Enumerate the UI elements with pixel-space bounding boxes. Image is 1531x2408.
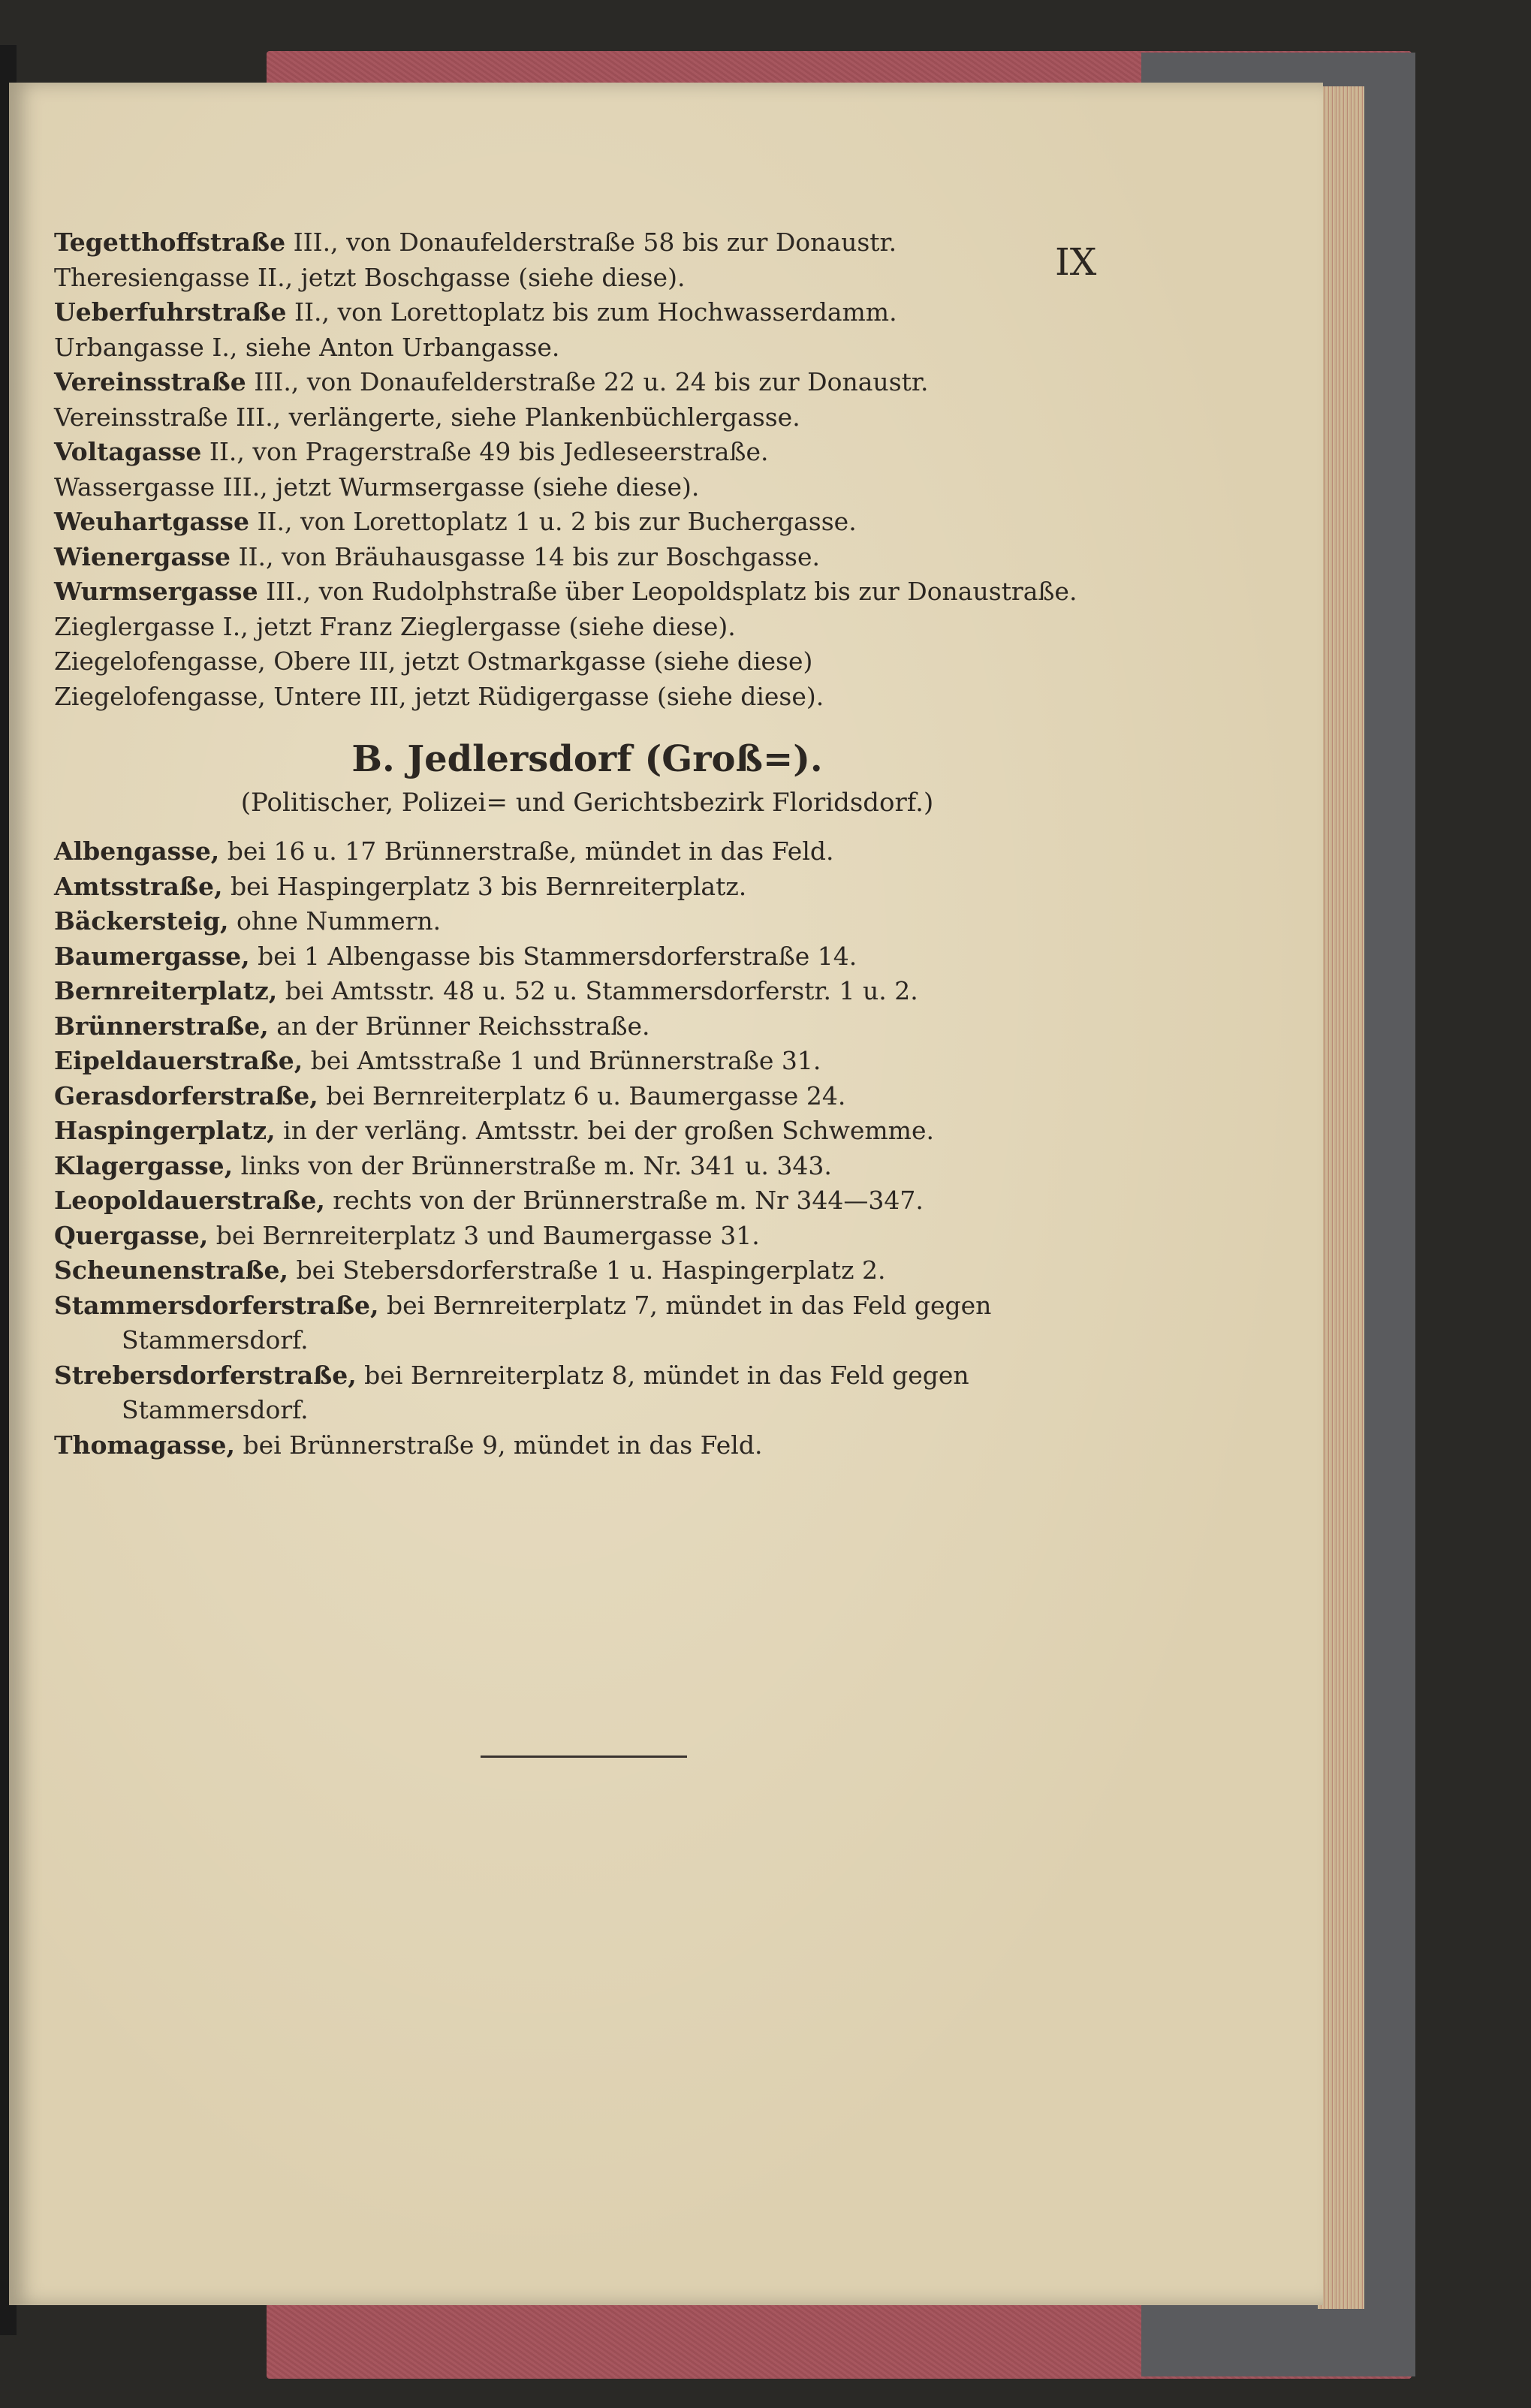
street-description: Urbangasse I., siehe Anton Urbangasse.	[54, 332, 560, 362]
street-description: bei Bernreiterplatz 7, mündet in das Feld gegen Stammersdorf.	[122, 1290, 992, 1355]
street-name: Stammersdorferstraße,	[54, 1290, 379, 1320]
street-name: Wienergasse	[54, 541, 231, 571]
street-name: Scheunenstraße,	[54, 1255, 289, 1285]
street-description: Ziegelofengasse, Untere III, jetzt Rüdigergasse (siehe diese).	[54, 681, 824, 711]
street-entry	[54, 574, 1120, 610]
street-description: rechts von der Brünnerstraße m. Nr 344—347.	[324, 1186, 924, 1215]
street-entry	[54, 400, 1120, 435]
street-description: III., von Donaufelderstraße 22 u. 24 bis zur Donaustr.	[246, 367, 929, 396]
street-description: bei Amtsstr. 48 u. 52 u. Stammersdorferstr. 1 u. 2.	[277, 976, 918, 1005]
closing-rule	[481, 1756, 687, 1758]
street-index	[54, 225, 1120, 1463]
street-description: bei Bernreiterplatz 8, mündet in das Feld gegen Stammersdorf.	[122, 1360, 969, 1424]
street-name: Brünnerstraße,	[54, 1011, 269, 1041]
street-entry	[54, 365, 1120, 400]
page-number: IX	[1055, 240, 1097, 284]
street-name: Tegetthoffstraße	[54, 228, 286, 257]
street-name: Wurmsergasse	[54, 577, 258, 606]
street-description: bei Brünnerstraße 9, mündet in das Feld.	[234, 1430, 763, 1460]
street-description: II., von Bräuhausgasse 14 bis zur Boschgasse.	[231, 541, 821, 571]
street-entry	[54, 680, 1120, 715]
street-description: II., von Lorettoplatz bis zum Hochwasserdamm.	[286, 297, 897, 327]
street-description: ohne Nummern.	[228, 906, 442, 936]
street-description: bei Amtsstraße 1 und Brünnerstraße 31.	[303, 1046, 821, 1075]
street-entry	[54, 974, 1120, 1009]
street-entry	[54, 1358, 1120, 1428]
street-name: Albengasse,	[54, 836, 220, 866]
street-entry	[54, 505, 1120, 540]
street-entry	[54, 904, 1120, 939]
street-name: Bäckersteig,	[54, 906, 229, 936]
street-description: bei 1 Albengasse bis Stammersdorferstraße 14.	[249, 941, 857, 971]
street-name: Eipeldauerstraße,	[54, 1046, 303, 1075]
street-name: Haspingerplatz,	[54, 1116, 276, 1145]
street-entry	[54, 435, 1120, 470]
street-description: III., von Rudolphstraße über Leopoldsplatz bis zur Donaustraße.	[258, 577, 1077, 606]
street-description: links von der Brünnerstraße m. Nr. 341 u. 343.	[233, 1150, 832, 1180]
street-description: in der verläng. Amtsstr. bei der großen Schwemme.	[275, 1116, 934, 1145]
street-entry	[54, 1253, 1120, 1288]
street-name: Weuhartgasse	[54, 507, 249, 536]
section-b-heading: B. Jedlersdorf (Groß=).	[351, 738, 823, 780]
section-b-subheading: (Politischer, Polizei= und Gerichtsbezirk Floridsdorf.)	[240, 788, 934, 818]
street-name: Strebersdorferstraße,	[54, 1360, 357, 1390]
street-entry	[54, 1079, 1120, 1114]
street-name: Ueberfuhrstraße	[54, 297, 287, 327]
street-entry	[54, 470, 1120, 505]
street-description: bei Haspingerplatz 3 bis Bernreiterplatz.	[222, 871, 747, 901]
street-name: Amtsstraße,	[54, 871, 223, 901]
street-name: Bernreiterplatz,	[54, 976, 278, 1005]
street-entry	[54, 644, 1120, 680]
street-entry	[54, 295, 1120, 330]
street-description: bei Stebersdorferstraße 1 u. Haspingerplatz 2.	[288, 1255, 886, 1285]
street-entry	[54, 869, 1120, 905]
street-description: bei 16 u. 17 Brünnerstraße, mündet in das Feld.	[219, 836, 834, 866]
street-entry	[54, 330, 1120, 366]
street-description: II., von Pragerstraße 49 bis Jedleseerstraße.	[201, 437, 769, 466]
street-entry	[54, 610, 1120, 645]
street-name: Vereinsstraße	[54, 367, 246, 396]
street-entry	[54, 1183, 1120, 1219]
street-entry	[54, 1288, 1120, 1358]
street-description: II., von Lorettoplatz 1 u. 2 bis zur Buchergasse.	[249, 507, 857, 536]
street-entry	[54, 1428, 1120, 1463]
street-description: Theresiengasse II., jetzt Boschgasse (siehe diese).	[54, 262, 686, 292]
street-description: III., von Donaufelderstraße 58 bis zur Donaustr.	[285, 228, 897, 257]
street-name: Voltagasse	[54, 437, 202, 466]
street-entry	[54, 1009, 1120, 1044]
street-description: Zieglergasse I., jetzt Franz Zieglergasse (siehe diese).	[54, 611, 736, 641]
street-name: Baumergasse,	[54, 941, 250, 971]
street-entry	[54, 225, 1120, 261]
street-description: bei Bernreiterplatz 3 und Baumergasse 31.	[208, 1220, 760, 1250]
street-entry	[54, 1219, 1120, 1254]
street-description: bei Bernreiterplatz 6 u. Baumergasse 24.	[318, 1080, 846, 1111]
street-entry	[54, 540, 1120, 575]
street-name: Gerasdorferstraße,	[54, 1080, 318, 1111]
street-entry	[54, 834, 1120, 869]
page-edges	[1318, 86, 1364, 2309]
street-description: Ziegelofengasse, Obere III, jetzt Ostmarkgasse (siehe diese)	[54, 646, 813, 676]
street-entry	[54, 261, 1120, 296]
street-name: Leopoldauerstraße,	[54, 1186, 325, 1215]
street-description: an der Brünner Reichsstraße.	[268, 1011, 650, 1041]
street-name: Thomagasse,	[54, 1430, 235, 1460]
street-entry	[54, 1044, 1120, 1079]
street-entry	[54, 1114, 1120, 1149]
section-b-list	[54, 834, 1120, 1463]
street-entry	[54, 939, 1120, 975]
street-name: Quergasse,	[54, 1220, 209, 1250]
street-name: Klagergasse,	[54, 1150, 234, 1180]
street-description: Wassergasse III., jetzt Wurmsergasse (siehe diese).	[54, 472, 700, 502]
section-a-list	[54, 225, 1120, 714]
street-entry	[54, 1149, 1120, 1184]
street-description: Vereinsstraße III., verlängerte, siehe Plankenbüchlergasse.	[54, 402, 800, 432]
